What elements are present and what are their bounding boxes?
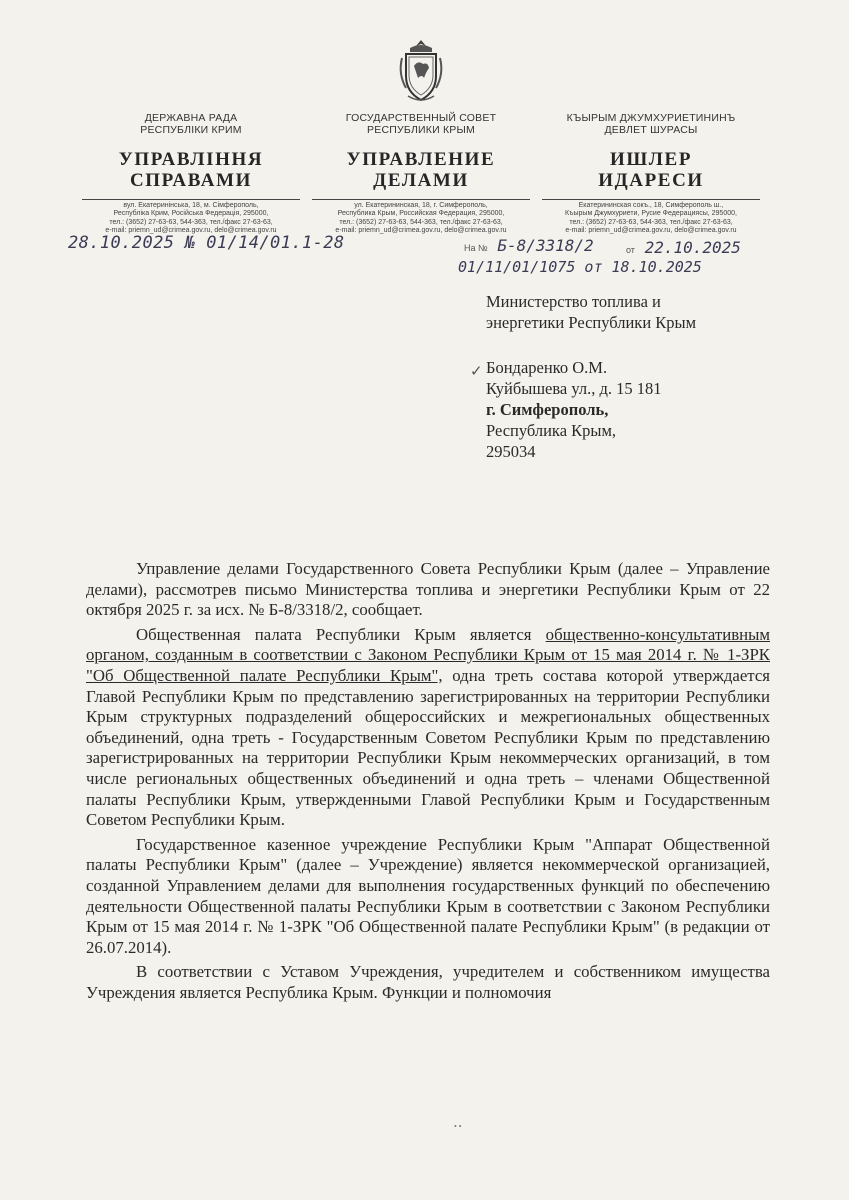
department-name-line2: ИДАРЕСИ: [598, 170, 704, 191]
paragraph-4: В соответствии с Уставом Учреждения, учредителем и собственником имущества Учреждения является Республика Крым. Функции и полномочия: [86, 962, 770, 1002]
recipient-region: Республика Крым,: [486, 421, 617, 440]
checkmark-icon: ✓: [470, 364, 483, 380]
reference-date-line: [626, 238, 741, 257]
council-name-line1: КЪЫРЫМ ДЖУМХУРИЕТИНИНЪ: [566, 112, 736, 124]
paragraph-2: [86, 625, 770, 831]
header-column-russian: [306, 112, 536, 235]
paragraph-2-underlined: общественно-консультативным органом, созданным в соответствии с Законом Республики Крым от 15 мая 2014 г. № 1-ЗРК "Об Общественной палате Республики Крым",: [86, 624, 770, 685]
scan-dot-mark: • •: [454, 1122, 462, 1131]
reference-number: Б-8/3318/2: [497, 236, 594, 255]
address-line1: Екатерининская сокъ., 18, Симферополь ш.,: [578, 202, 724, 209]
address-line1: ул. Екатерининская, 18, г. Симферополь,: [354, 202, 488, 209]
address-line2: Республіка Крим, Російська Федерація, 295000,: [113, 210, 269, 218]
address-line3: тел.: (3652) 27-63-63, 544-363, тел./факс 27-63-63,: [339, 218, 503, 226]
paragraph-2-rest: одна треть состава которой утверждается Главой Республики Крым по представлению зарегистрированных на территории Республики Крым структурных подразделений общероссийских и межрегиональных общественных объединений, одна треть - Государственным Советом Республики Крым по представлению зарегистрированных на территории Республики Крым некоммерческих организаций, в том числе региональных общественных объединений и одна треть – членами Общественной палаты Республики Крым, утвержденными Главой Республики Крым и Государственным Советом Республики Крым.: [86, 665, 770, 830]
recipient-org-line2: энергетики Республики Крым: [486, 313, 697, 332]
council-name-line2: ДЕВЛЕТ ШУРАСЫ: [604, 124, 698, 136]
header-divider: [82, 199, 300, 200]
address-line2: Къырым Джумхуриети, Русие Федерациясы, 295000,: [565, 210, 737, 218]
department-name-line2: СПРАВАМИ: [129, 170, 253, 191]
header-divider: [542, 199, 760, 200]
reference-date-prefix: от: [626, 245, 635, 255]
coat-of-arms-emblem: [396, 38, 446, 104]
department-name-line1: УПРАВЛІННЯ: [118, 149, 264, 170]
recipient-org-line1: Министерство топлива и: [486, 292, 661, 311]
department-name-line1: УПРАВЛЕНИЕ: [346, 149, 496, 170]
recipient-postcode: 295034: [486, 442, 536, 461]
paragraph-3: Государственное казенное учреждение Республики Крым "Аппарат Общественной палаты Республики Крым" (далее – Учреждение) является некоммерческой организацией, созданной Управлением делами для выполнения государственных функций по обеспечению деятельности Общественной палаты Республики Крым в соответствии с Законом Республики Крым от 15 мая 2014 г. № 1-ЗРК "Об Общественной палате Республики Крым" (в редакции от 26.07.2014).: [86, 834, 770, 957]
recipient-block: [486, 291, 786, 462]
header-column-ukrainian: [76, 112, 306, 235]
recipient-street: Куйбышева ул., д. 15 181: [486, 379, 662, 398]
address-line2: Республика Крым, Российская Федерация, 295000,: [337, 210, 505, 218]
address-line4: e-mail: priemn_ud@crimea.gov.ru, delo@crimea.gov.ru: [105, 226, 277, 234]
reference-prefix: На №: [464, 243, 488, 253]
header-column-crimean-tatar: [536, 112, 766, 235]
reference-second-number: 01/11/01/1075 от 18.10.2025: [458, 258, 702, 276]
council-name-line2: РЕСПУБЛИКИ КРЫМ: [367, 124, 475, 136]
paragraph-2-start: Общественная палата Республики Крым является: [136, 624, 546, 644]
council-name-line1: ДЕРЖАВНА РАДА: [144, 112, 238, 124]
outgoing-registration-number: 28.10.2025 № 01/14/01.1-28: [68, 233, 345, 253]
council-name-line1: ГОСУДАРСТВЕННЫЙ СОВЕТ: [345, 112, 497, 124]
header-divider: [312, 199, 530, 200]
address-line4: e-mail: priemn_ud@crimea.gov.ru, delo@crimea.gov.ru: [335, 226, 507, 234]
recipient-city: г. Симферополь,: [486, 400, 609, 419]
address-line3: тел.: (3652) 27-63-63, 544-363, тел./факс 27-63-63,: [569, 218, 733, 226]
paragraph-1: Управление делами Государственного Совета Республики Крым (далее – Управление делами), рассмотрев письмо Министерства топлива и энергетики Республики Крым от 22 октября 2025 г. за исх. № Б-8/3318/2, сообщает.: [86, 559, 770, 620]
reference-date: 22.10.2025: [644, 238, 741, 257]
letter-body: [86, 559, 770, 1003]
department-name-line1: ИШЛЕР: [609, 149, 693, 170]
reference-number-line: [464, 236, 594, 255]
department-name-line2: ДЕЛАМИ: [373, 170, 469, 191]
address-line3: тел.: (3652) 27-63-63, 544-363, тел./факс 27-63-63,: [109, 218, 273, 226]
address-line4: e-mail: priemn_ud@crimea.gov.ru, delo@crimea.gov.ru: [565, 226, 737, 234]
address-line1: вул. Екатеринінська, 18, м. Сімферополь,: [123, 202, 259, 209]
recipient-person: Бондаренко О.М.: [486, 358, 608, 377]
council-name-line2: РЕСПУБЛІКИ КРИМ: [140, 124, 242, 136]
